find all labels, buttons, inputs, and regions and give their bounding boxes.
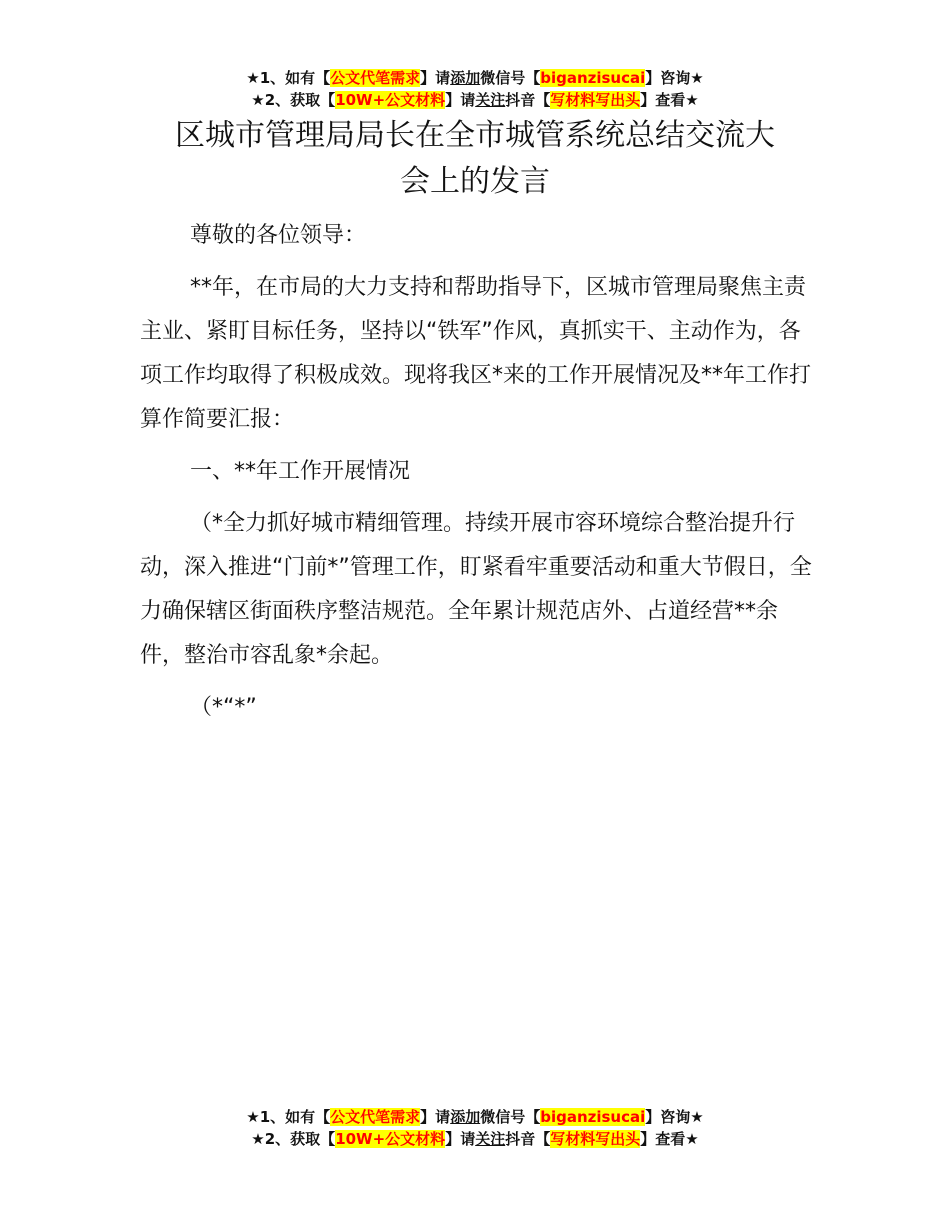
highlight-text: 10W+公文材料 (335, 1130, 446, 1148)
footer-banner (0, 1106, 950, 1150)
greeting: 尊敬的各位领导： (190, 223, 367, 248)
section-heading: 一、**年工作开展情况 (190, 459, 411, 484)
banner-line-1: ★1、如有【公文代笔需求】请添加微信号【biganzisucai】咨询★ (246, 1108, 704, 1126)
banner-line-2: ★2、获取【10W+公文材料】请关注抖音【写材料写出头】查看★ (251, 1130, 699, 1148)
highlight-text: 公文代笔需求 (330, 1108, 421, 1126)
header-banner (0, 67, 950, 111)
highlight-text: 10W+公文材料 (335, 91, 446, 109)
douyin-account: 写材料写出头 (550, 91, 641, 109)
document-body (140, 214, 820, 738)
paragraph-section-2: （*“*” (190, 695, 257, 720)
banner-line-2: ★2、获取【10W+公文材料】请关注抖音【写材料写出头】查看★ (251, 91, 699, 109)
douyin-account: 写材料写出头 (550, 1130, 641, 1148)
paragraph-intro: **年，在市局的大力支持和帮助指导下，区城市管理局聚焦主责主业、紧盯目标任务，坚持以“铁军”作风，真抓实干、主动作为，各项工作均取得了积极成效。现将我区*来的工作开展情况及**年工作打算作简要汇报： (140, 275, 812, 432)
wechat-id: biganzisucai (540, 1108, 646, 1126)
document-title: 区城市管理局局长在全市城管系统总结交流大 会上的发言 (175, 118, 775, 199)
paragraph-section-1: （*全力抓好城市精细管理。持续开展市容环境综合整治提升行动，深入推进“门前*”管理工作，盯紧看牢重要活动和重大节假日，全力确保辖区街面秩序整洁规范。全年累计规范店外、占道经营**余件，整治市容乱象*余起。 (140, 511, 812, 668)
wechat-id: biganzisucai (540, 69, 646, 87)
highlight-text: 公文代笔需求 (330, 69, 421, 87)
banner-line-1: ★1、如有【公文代笔需求】请添加微信号【biganzisucai】咨询★ (246, 69, 704, 87)
